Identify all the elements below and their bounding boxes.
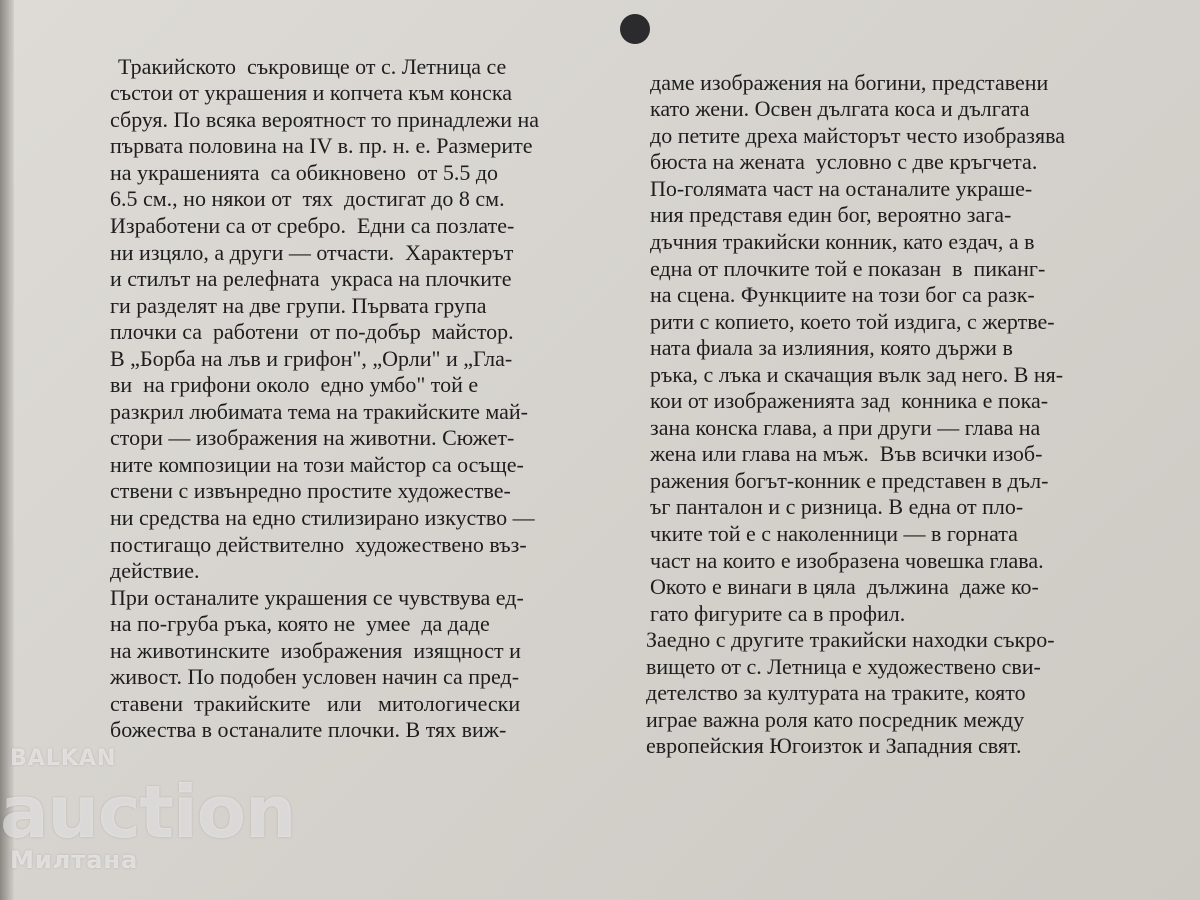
text-line: ните композиции на този майстор са осъще- xyxy=(110,452,524,477)
text-line: първата половина на IV в. пр. н. е. Размерите xyxy=(110,133,533,158)
text-line: сбруя. По всяка вероятност то принадлежи на xyxy=(110,107,540,132)
text-line: на по-груба ръка, която не умее да даде xyxy=(110,611,490,636)
watermark-seller: Милтана xyxy=(10,846,139,874)
text-line: жена или глава на мъж. Във всички изоб- xyxy=(650,441,1043,466)
text-line: даме изображения на богини, представени xyxy=(650,70,1049,95)
text-line: като жени. Освен дългата коса и дългата xyxy=(650,96,1030,121)
text-line: В „Борба на лъв и грифон", „Орли" и „Гла- xyxy=(110,346,513,371)
text-line: Изработени са от сребро. Едни са позлате- xyxy=(110,213,515,238)
text-line: гато фигурите са в профил. xyxy=(650,601,906,626)
text-line: и стилът на релефната украса на плочките xyxy=(110,266,512,291)
text-line: По-голямата част на останалите украше- xyxy=(650,176,1033,201)
text-line: ставени тракийските или митологически xyxy=(110,691,521,716)
text-line: чките той е с наколенници — в горната xyxy=(650,521,1018,546)
text-line: детелство за културата на траките, която xyxy=(646,680,1026,705)
text-line: 6.5 см., но някои от тях достигат до 8 см. xyxy=(110,186,505,211)
text-line: ния представя един бог, вероятно зага- xyxy=(650,202,1012,227)
text-line: разкрил любимата тема на тракийските май- xyxy=(110,399,528,424)
text-line: живост. По подобен условен начин са пред- xyxy=(110,664,520,689)
text-line: играе важна роля като посредник между xyxy=(646,707,1025,732)
text-line: Тракийското съкровище от с. Летница се xyxy=(118,54,507,79)
text-line: европейския Югоизток и Западния свят. xyxy=(646,733,1022,758)
text-line: божества в останалите плочки. В тях виж- xyxy=(110,717,507,742)
text-line: ъг панталон и с ризница. В една от пло- xyxy=(650,494,1024,519)
text-line: ви на грифони около едно умбо" той е xyxy=(110,372,479,397)
text-line: бюста на жената условно с две кръгчета. xyxy=(650,149,1038,174)
text-line: кои от изображенията зад конника е пока- xyxy=(650,388,1049,413)
text-line: рити с копието, което той издига, с жертве- xyxy=(650,309,1055,334)
text-line: постигащо действително художествено въз- xyxy=(110,532,527,557)
text-line: ражения богът-конник е представен в дъл- xyxy=(650,468,1049,493)
text-line: ствени с извънредно простите художестве- xyxy=(110,478,511,503)
text-line: състои от украшения и копчета към конска xyxy=(110,80,512,105)
watermark-balkan: BALKAN xyxy=(10,746,117,771)
text-line: ги разделят на две групи. Първата група xyxy=(110,293,487,318)
text-line: ни изцяло, а други — отчасти. Характерът xyxy=(110,240,514,265)
text-line: една от плочките той е показан в пиканг- xyxy=(650,256,1046,281)
text-line: ни средства на едно стилизирано изкуство — xyxy=(110,505,535,530)
text-line: на сцена. Функциите на този бог са разк- xyxy=(650,282,1035,307)
text-line: Окото е винаги в цяла дължина даже ко- xyxy=(650,574,1039,599)
text-line: до петите дреха майсторът често изобразява xyxy=(650,123,1065,148)
text-line: част на които е изобразена човешка глава. xyxy=(650,548,1044,573)
text-line: вището от с. Летница е художествено сви- xyxy=(646,654,1041,679)
text-line: ръка, с лъка и скачащия вълк зад него. В ня- xyxy=(650,362,1064,387)
text-line: Заедно с другите тракийски находки съкро- xyxy=(646,627,1055,652)
text-line: зана конска глава, а при други — глава на xyxy=(650,415,1041,440)
text-line: дъчния тракийски конник, като ездач, а в xyxy=(650,229,1035,254)
text-line: плочки са работени от по-добър майстор. xyxy=(110,319,514,344)
text-line: на животинските изображения изящност и xyxy=(110,638,521,663)
punch-hole xyxy=(620,14,650,44)
text-line: стори — изображения на животни. Сюжет- xyxy=(110,425,515,450)
text-line: на украшенията са обикновено от 5.5 до xyxy=(110,160,499,185)
text-line: При останалите украшения се чувствува ед- xyxy=(110,585,524,610)
text-line: ната фиала за излияния, която държи в xyxy=(650,335,1013,360)
text-line: действие. xyxy=(110,558,200,583)
watermark-auction: auction xyxy=(0,770,296,854)
